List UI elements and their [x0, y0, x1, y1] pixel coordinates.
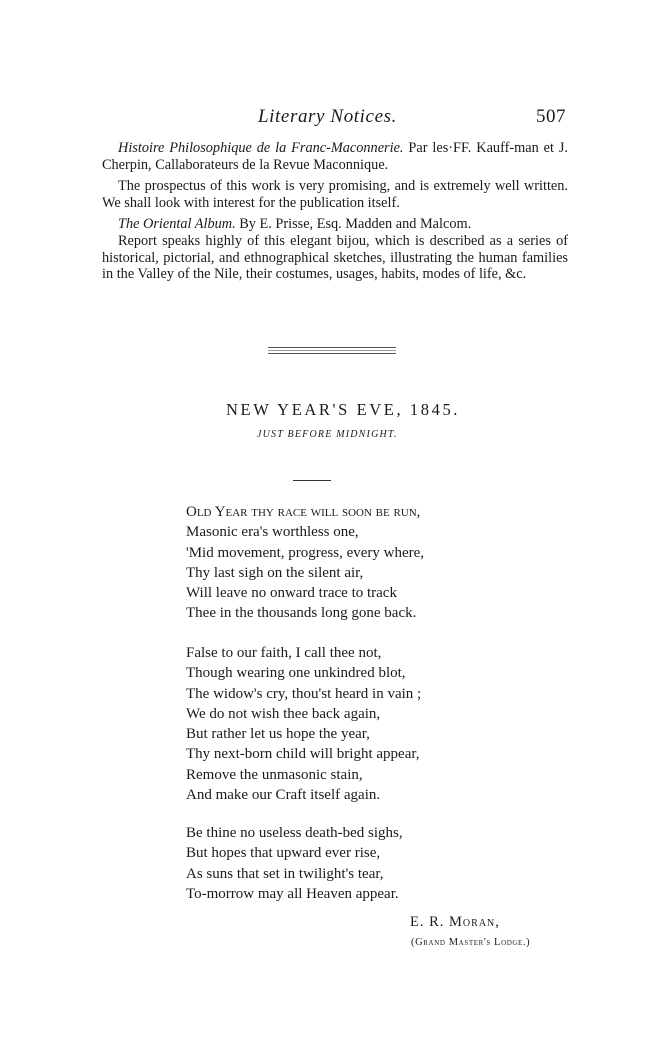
- poem-line: Masonic era's worthless one,: [186, 524, 359, 541]
- poem-line: Old Year thy race will soon be run,: [186, 504, 421, 520]
- poem-line: Thy last sigh on the silent air,: [186, 564, 364, 581]
- poem-subtitle: JUST BEFORE MIDNIGHT.: [257, 429, 398, 440]
- poem-line: But rather let us hope the year,: [186, 726, 370, 743]
- notice-2-title: The Oriental Album.: [118, 216, 236, 233]
- poem-line: 'Mid movement, progress, every where,: [186, 544, 425, 561]
- poem-title: NEW YEAR'S EVE, 1845.: [226, 400, 461, 419]
- literary-notices: [102, 140, 568, 283]
- section-divider: [268, 347, 396, 354]
- poem-line: And make our Craft itself again.: [186, 787, 381, 804]
- poem-line: But hopes that upward ever rise,: [186, 845, 381, 862]
- poem-line: Be thine no useless death-bed sighs,: [186, 825, 403, 841]
- poem-line: Remove the unmasonic stain,: [186, 766, 363, 783]
- poem-line: Though wearing one unkindred blot,: [186, 665, 406, 682]
- notice-1-body: The prospectus of this work is very promising, and is extremely well written. We shall look with interest for the publication itself.: [102, 178, 568, 211]
- page-number: 507: [536, 106, 566, 127]
- running-head: [0, 106, 669, 132]
- notice-2-heading: [102, 216, 568, 233]
- poem-line: Thy next-born child will bright appear,: [186, 746, 420, 763]
- poem-line: As suns that set in twilight's tear,: [186, 865, 384, 882]
- notice-1-heading: [102, 140, 568, 173]
- title-rule: [293, 480, 331, 481]
- stanza-3: [186, 823, 403, 904]
- author-signature: E. R. Moran,: [410, 914, 500, 930]
- poem-line: To-morrow may all Heaven appear.: [186, 885, 399, 902]
- poem-line: Will leave no onward trace to track: [186, 585, 397, 602]
- notice-1-title: Histoire Philosophique de la Franc-Maconnerie.: [118, 140, 404, 156]
- notice-1-details: Par les·FF. Kauff-man et J. Cherpin, Callaborateurs de la Revue Maconnique.: [102, 140, 568, 173]
- poem-line: Thee in the thousands long gone back.: [186, 605, 417, 622]
- stanza-2: [186, 643, 421, 805]
- poem-line: We do not wish thee back again,: [186, 705, 381, 722]
- running-title: Literary Notices.: [258, 106, 397, 127]
- stanza-1: [186, 502, 424, 624]
- poem-line: The widow's cry, thou'st heard in vain ;: [186, 685, 422, 702]
- notice-2-body: Report speaks highly of this elegant bijou, which is described as a series of historical, pictorial, and ethnographical sketches, illustrating the human families in the Valley of the Nile, their costumes, usages, habits, modes of life, &c.: [102, 232, 568, 283]
- poem-line: False to our faith, I call thee not,: [186, 645, 382, 661]
- notice-2-details: By E. Prisse, Esq. Madden and Malcom.: [235, 216, 472, 233]
- author-lodge: (Grand Master's Lodge.): [411, 937, 531, 948]
